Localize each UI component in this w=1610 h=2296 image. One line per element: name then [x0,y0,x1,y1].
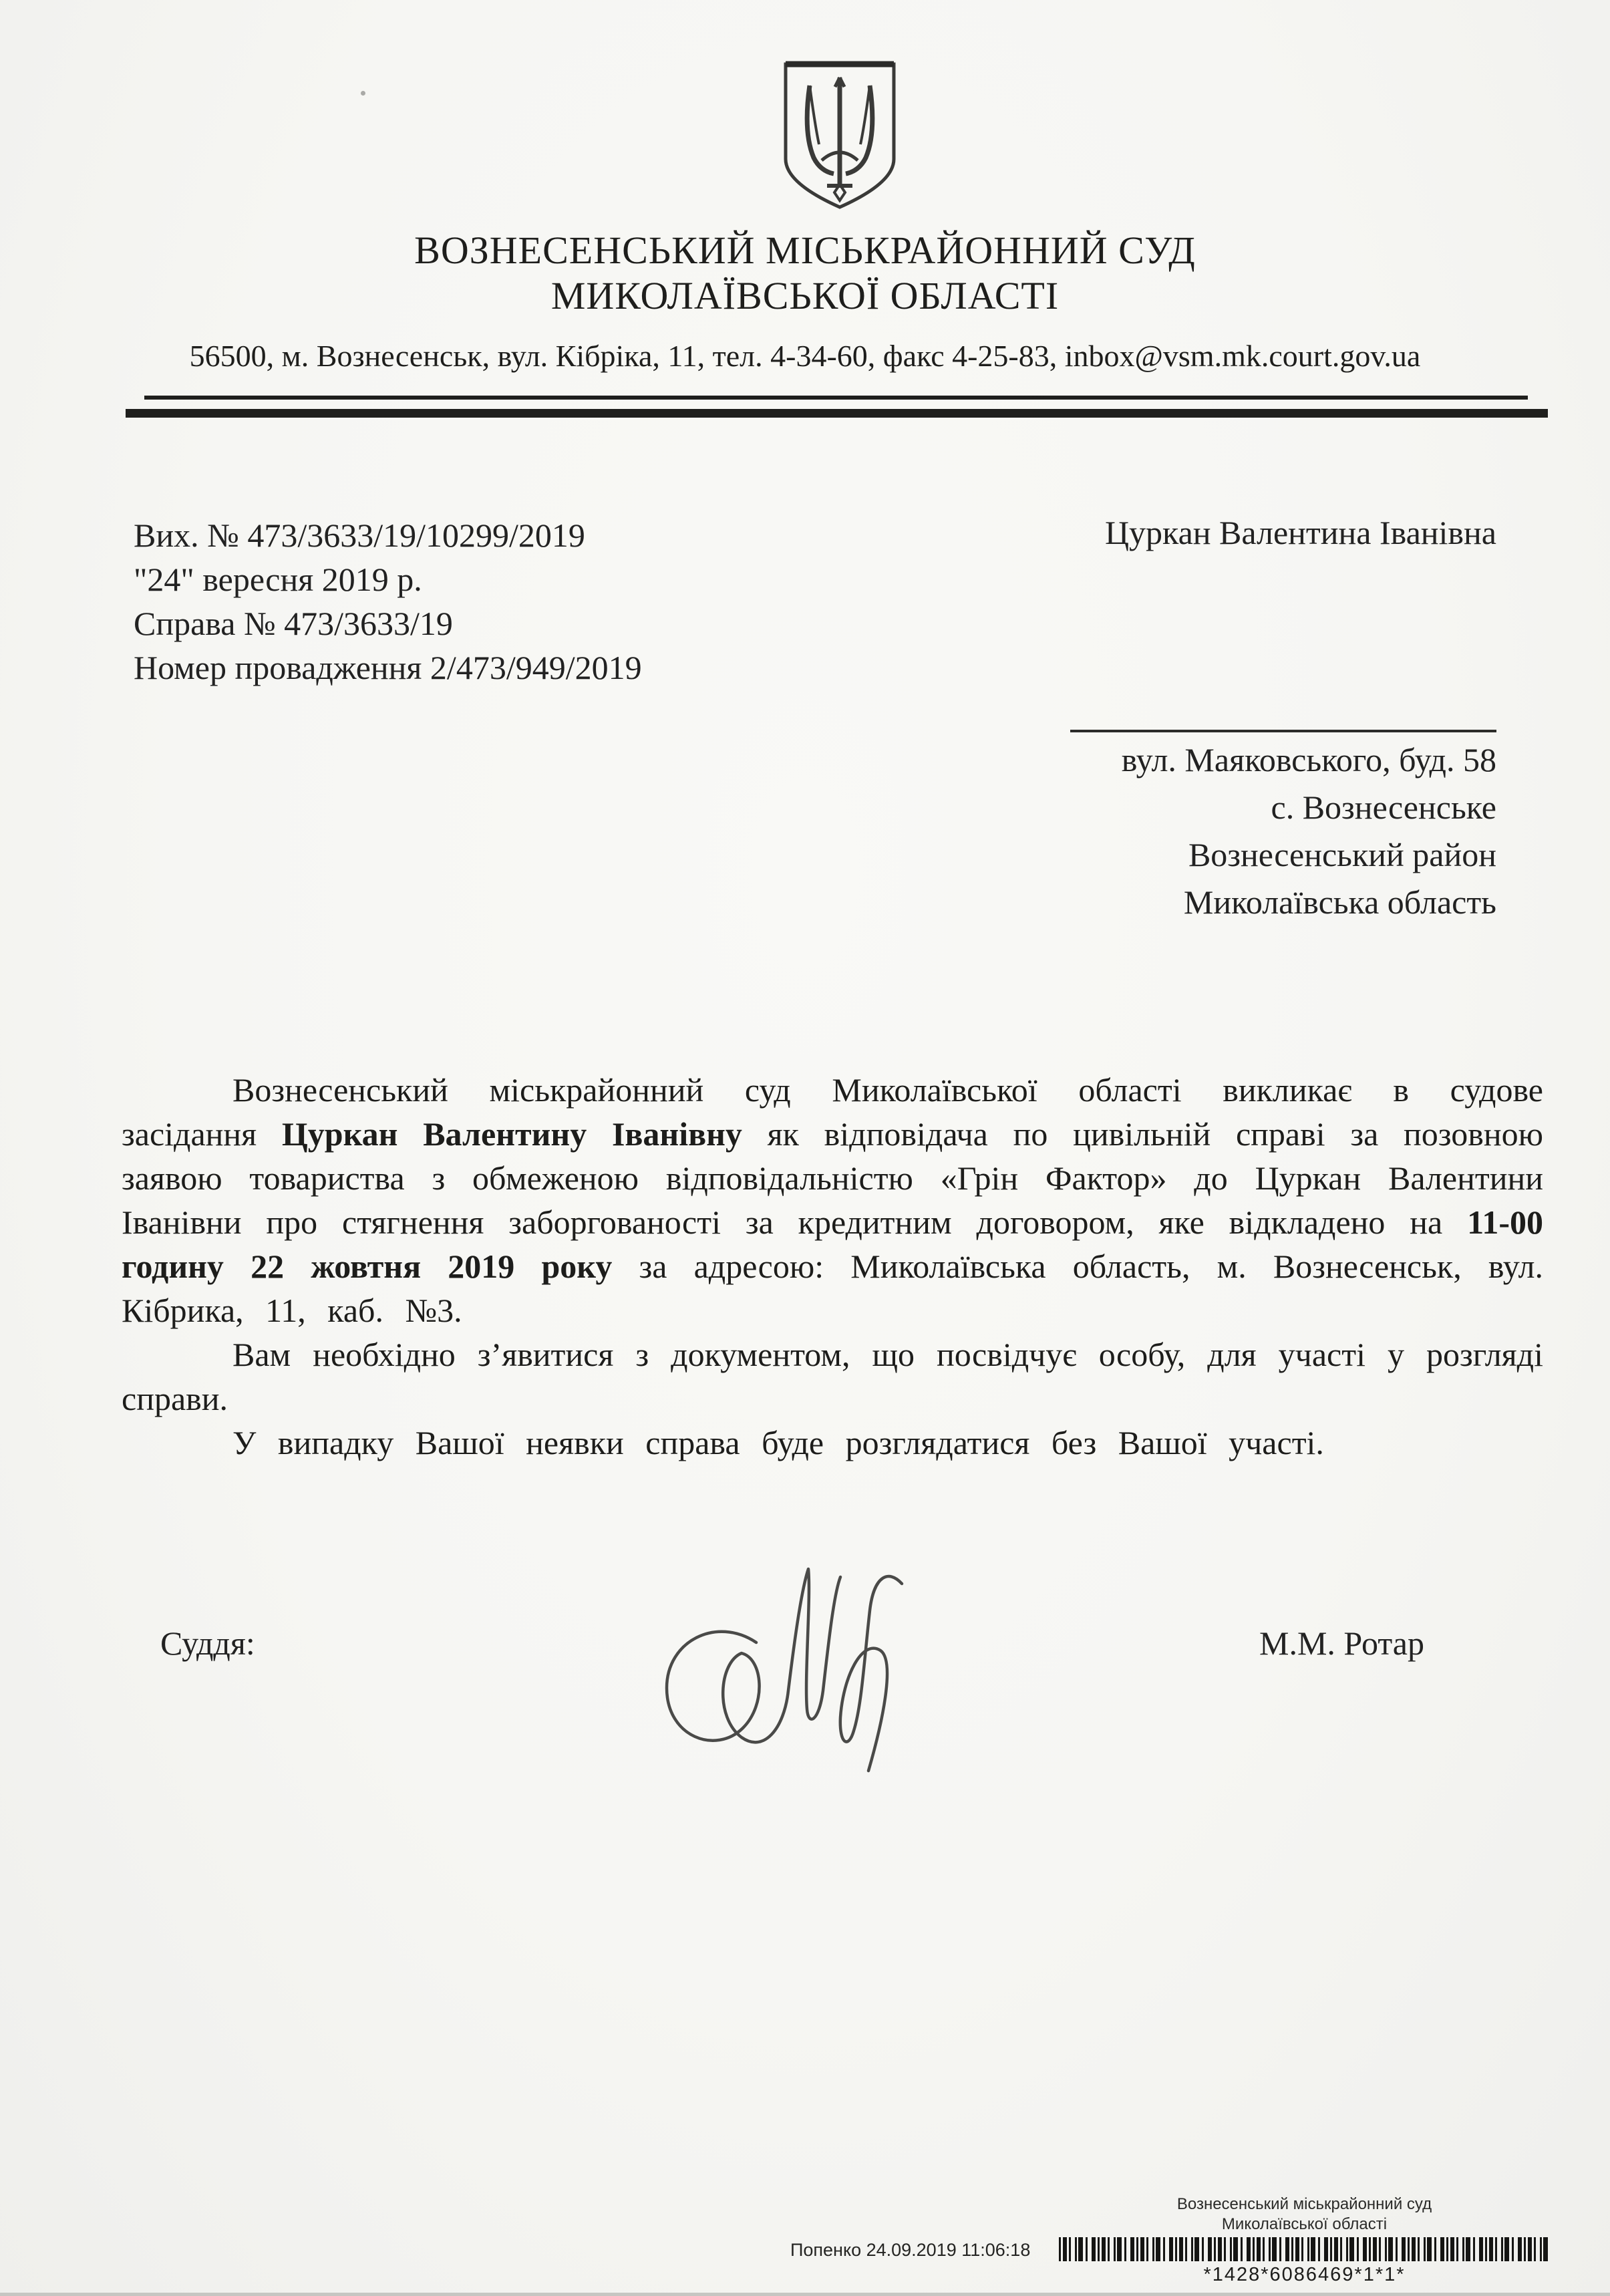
barcode [1059,2237,1550,2261]
judge-signature [641,1557,909,1784]
judge-name: М.М. Ротар [1259,1624,1424,1662]
footer-court-line1: Вознесенський міськрайонний суд [1176,2195,1432,2213]
recipient-address-block [895,736,1496,926]
recipient-address-line: Миколаївська область [1183,883,1496,921]
scan-speck [285,579,288,582]
recipient-address-line: Вознесенський район [1188,836,1496,873]
court-address-line: 56500, м. Вознесенськ, вул. Кібріка, 11, тел. 4-34-60, факс 4-25-83, inbox@vsm.mk.court.gov.ua [189,339,1421,373]
body-paragraph: Вознесенський міськрайонний суд Миколаївської області викликає в судове засідання Цуркан Валентину Іванівну як відповідача по цивільній справі за позовною заявою товариства з обмеженою відповідальністю «Грін Фактор» до Цуркан Валентини Іванівни про стягнення заборгованості за кредитним договором, яке відкладено на 11-00 годину 22 жовтня 2019 року за адресою: Миколаївська область, м. Вознесенськ, вул. Кібрика, 11, каб. №3. [122,1071,1544,1329]
court-name-line1: ВОЗНЕСЕНСЬКИЙ МІСЬКРАЙОННИЙ СУД [414,229,1196,272]
letter-body [122,1068,1543,1465]
recipient-address-line: вул. Маяковського, буд. 58 [1121,741,1496,778]
recipient-address-underline [1070,730,1496,732]
barcode-caption: *1428*6086469*1*1* [1203,2264,1406,2285]
case-number: Справа № 473/3633/19 [134,605,453,642]
outgoing-number: Вих. № 473/3633/19/10299/2019 [134,517,585,554]
body-paragraph: У випадку Вашої неявки справа буде розглядатися без Вашої участі. [232,1424,1324,1461]
body-paragraph: Вам необхідно з’явитися з документом, що посвідчує особу, для участі у розгляді справи. [122,1336,1543,1417]
header-divider-thin [144,396,1528,400]
scan-speck [361,91,365,96]
recipient-name: Цуркан Валентина Іванівна [1104,514,1496,551]
reference-block [134,513,642,690]
ukraine-trident-emblem [780,59,899,212]
recipient-address-line: с. Вознесенське [1271,788,1496,826]
header-divider-thick [126,409,1548,418]
clerk-stamp: Попенко 24.09.2019 11:06:18 [790,2240,1031,2260]
judge-role-label: Суддя: [160,1624,255,1662]
letter-date: "24" вересня 2019 р. [134,561,422,598]
court-name-line2: МИКОЛАЇВСЬКОЇ ОБЛАСТІ [550,274,1060,317]
footer-court-line2: Миколаївської області [1221,2215,1388,2233]
proceeding-number: Номер провадження 2/473/949/2019 [134,649,642,686]
scan-edge [0,2293,1610,2296]
